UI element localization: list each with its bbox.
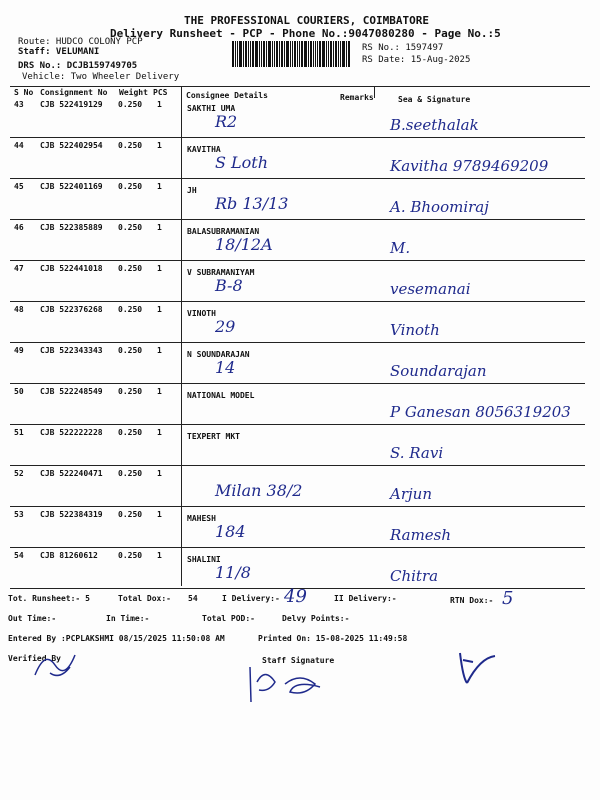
row-sno: 48 bbox=[14, 305, 24, 314]
ii-delivery-label: II Delivery:- bbox=[334, 594, 397, 603]
row-weight: 0.250 bbox=[118, 346, 143, 355]
staff-signature-label: Staff Signature bbox=[262, 656, 335, 665]
col-header-remarks: Remarks bbox=[340, 93, 374, 102]
row-handwritten-note: R2 bbox=[215, 112, 238, 131]
col-header-sno: S No bbox=[14, 88, 34, 97]
staff-signature-mark bbox=[245, 662, 335, 707]
row-consignee-name: NATIONAL MODEL bbox=[187, 391, 255, 400]
row-consignment-no: CJB 81260612 bbox=[40, 551, 98, 560]
row-divider bbox=[10, 465, 585, 466]
printed-on: Printed On: 15-08-2025 11:49:58 bbox=[258, 634, 408, 643]
row-pcs: 1 bbox=[157, 551, 162, 560]
row-handwritten-note: 11/8 bbox=[215, 563, 251, 582]
row-consignee-name: SAKTHI UMA bbox=[187, 104, 236, 113]
row-signature: M. bbox=[390, 239, 411, 257]
row-weight: 0.250 bbox=[118, 100, 143, 109]
drs-number: DRS No.: DCJB159749705 bbox=[18, 61, 138, 71]
row-handwritten-note: 29 bbox=[215, 317, 236, 336]
row-weight: 0.250 bbox=[118, 428, 143, 437]
row-sno: 45 bbox=[14, 182, 24, 191]
row-pcs: 1 bbox=[157, 264, 162, 273]
col-header-signature: Sea & Signature bbox=[398, 95, 471, 104]
delvy-points-label: Delvy Points:- bbox=[282, 614, 350, 623]
row-signature: Ramesh bbox=[390, 526, 452, 544]
row-consignment-no: CJB 522343343 bbox=[40, 346, 103, 355]
row-pcs: 1 bbox=[157, 223, 162, 232]
row-handwritten-note: Milan 38/2 bbox=[215, 481, 303, 500]
row-consignment-no: CJB 522376268 bbox=[40, 305, 103, 314]
runsheet-title: Delivery Runsheet - PCP - Phone No.:9047080280 - Page No.:5 bbox=[110, 27, 501, 40]
row-signature: Kavitha 9789469209 bbox=[390, 157, 549, 175]
row-consignment-no: CJB 522240471 bbox=[40, 469, 103, 478]
row-consignee-name: N SOUNDARAJAN bbox=[187, 350, 250, 359]
row-signature: vesemanai bbox=[390, 280, 471, 298]
row-sno: 44 bbox=[14, 141, 24, 150]
entered-by: Entered By :PCPLAKSHMI 08/15/2025 11:50:08 AM bbox=[8, 634, 225, 643]
row-consignee-name: VINOTH bbox=[187, 309, 216, 318]
row-handwritten-note: 184 bbox=[215, 522, 246, 541]
row-weight: 0.250 bbox=[118, 510, 143, 519]
row-weight: 0.250 bbox=[118, 551, 143, 560]
row-weight: 0.250 bbox=[118, 141, 143, 150]
row-sno: 49 bbox=[14, 346, 24, 355]
row-consignee-name: KAVITHA bbox=[187, 145, 221, 154]
vehicle-label: Vehicle: Two Wheeler Delivery bbox=[22, 72, 180, 82]
route-label: Route: HUDCO COLONY PCP bbox=[18, 37, 143, 47]
i-delivery-handwritten: 49 bbox=[284, 586, 307, 607]
row-weight: 0.250 bbox=[118, 305, 143, 314]
col-divider bbox=[374, 86, 375, 98]
row-pcs: 1 bbox=[157, 346, 162, 355]
row-consignment-no: CJB 522248549 bbox=[40, 387, 103, 396]
row-consignee-name: MAHESH bbox=[187, 514, 216, 523]
verifier-signature-mark bbox=[30, 645, 90, 685]
row-consignment-no: CJB 522419129 bbox=[40, 100, 103, 109]
row-sno: 50 bbox=[14, 387, 24, 396]
out-time-label: Out Time:- bbox=[8, 614, 57, 623]
total-dox-label: Total Dox:- bbox=[118, 594, 171, 603]
row-divider bbox=[10, 424, 585, 425]
row-pcs: 1 bbox=[157, 510, 162, 519]
row-sno: 43 bbox=[14, 100, 24, 109]
tot-runsheet: Tot. Runsheet:- 5 bbox=[8, 594, 90, 603]
row-pcs: 1 bbox=[157, 182, 162, 191]
verified-by-label: Verified By bbox=[8, 654, 61, 663]
row-handwritten-note: 18/12A bbox=[215, 235, 273, 254]
row-signature: Chitra bbox=[390, 567, 439, 585]
row-consignment-no: CJB 522222228 bbox=[40, 428, 103, 437]
row-signature: Arjun bbox=[390, 485, 432, 503]
row-weight: 0.250 bbox=[118, 223, 143, 232]
rs-number: RS No.: 1597497 bbox=[362, 43, 444, 53]
row-consignment-no: CJB 522441018 bbox=[40, 264, 103, 273]
row-divider bbox=[10, 506, 585, 507]
row-handwritten-note: B-8 bbox=[215, 276, 243, 295]
row-divider bbox=[10, 260, 585, 261]
row-pcs: 1 bbox=[157, 428, 162, 437]
row-pcs: 1 bbox=[157, 469, 162, 478]
row-sno: 47 bbox=[14, 264, 24, 273]
row-consignee-name: SHALINI bbox=[187, 555, 221, 564]
row-consignee-name: JH bbox=[187, 186, 197, 195]
i-delivery-label: I Delivery:- bbox=[222, 594, 280, 603]
row-pcs: 1 bbox=[157, 387, 162, 396]
in-time-label: In Time:- bbox=[106, 614, 150, 623]
row-signature: B.seethalak bbox=[390, 116, 479, 134]
rtn-dox-handwritten: 5 bbox=[502, 588, 514, 609]
row-weight: 0.250 bbox=[118, 182, 143, 191]
col-header-consignee: Consignee Details bbox=[186, 91, 268, 100]
row-pcs: 1 bbox=[157, 141, 162, 150]
rs-date: RS Date: 15-Aug-2025 bbox=[362, 55, 471, 65]
row-consignment-no: CJB 522385889 bbox=[40, 223, 103, 232]
barcode bbox=[232, 41, 352, 67]
row-sno: 51 bbox=[14, 428, 24, 437]
staff-label: Staff: VELUMANI bbox=[18, 47, 100, 57]
row-pcs: 1 bbox=[157, 100, 162, 109]
row-divider bbox=[10, 301, 585, 302]
row-signature: P Ganesan 8056319203 bbox=[390, 403, 571, 421]
row-handwritten-note: S Loth bbox=[215, 153, 269, 172]
row-divider bbox=[10, 383, 585, 384]
row-sno: 54 bbox=[14, 551, 24, 560]
total-pod-label: Total POD:- bbox=[202, 614, 255, 623]
stamp-signature-mark bbox=[455, 648, 505, 688]
row-divider bbox=[10, 178, 585, 179]
row-pcs: 1 bbox=[157, 305, 162, 314]
table-top-border bbox=[10, 86, 590, 87]
row-handwritten-note: 14 bbox=[215, 358, 236, 377]
row-signature: A. Bhoomiraj bbox=[390, 198, 489, 216]
row-divider bbox=[10, 547, 585, 548]
col-header-consignment: Consignment No bbox=[40, 88, 108, 97]
row-weight: 0.250 bbox=[118, 469, 143, 478]
row-signature: Vinoth bbox=[390, 321, 440, 339]
row-divider bbox=[10, 137, 585, 138]
row-consignee-name: BALASUBRAMANIAN bbox=[187, 227, 260, 236]
row-consignment-no: CJB 522401169 bbox=[40, 182, 103, 191]
row-divider bbox=[10, 342, 585, 343]
col-header-weight: Weight bbox=[119, 88, 148, 97]
row-sno: 46 bbox=[14, 223, 24, 232]
total-dox-value: 54 bbox=[188, 594, 198, 603]
company-name: THE PROFESSIONAL COURIERS, COIMBATORE bbox=[184, 14, 430, 27]
row-weight: 0.250 bbox=[118, 387, 143, 396]
row-signature: S. Ravi bbox=[390, 444, 444, 462]
row-consignment-no: CJB 522384319 bbox=[40, 510, 103, 519]
row-handwritten-note: Rb 13/13 bbox=[215, 194, 289, 213]
row-consignment-no: CJB 522402954 bbox=[40, 141, 103, 150]
row-signature: Soundarajan bbox=[390, 362, 487, 380]
row-weight: 0.250 bbox=[118, 264, 143, 273]
col-divider bbox=[181, 86, 182, 586]
row-divider bbox=[10, 219, 585, 220]
row-sno: 52 bbox=[14, 469, 24, 478]
rtn-dox-label: RTN Dox:- bbox=[450, 596, 494, 605]
row-sno: 53 bbox=[14, 510, 24, 519]
row-consignee-name: TEXPERT MKT bbox=[187, 432, 240, 441]
row-consignee-name: V SUBRAMANIYAM bbox=[187, 268, 255, 277]
col-header-pcs: PCS bbox=[153, 88, 168, 97]
